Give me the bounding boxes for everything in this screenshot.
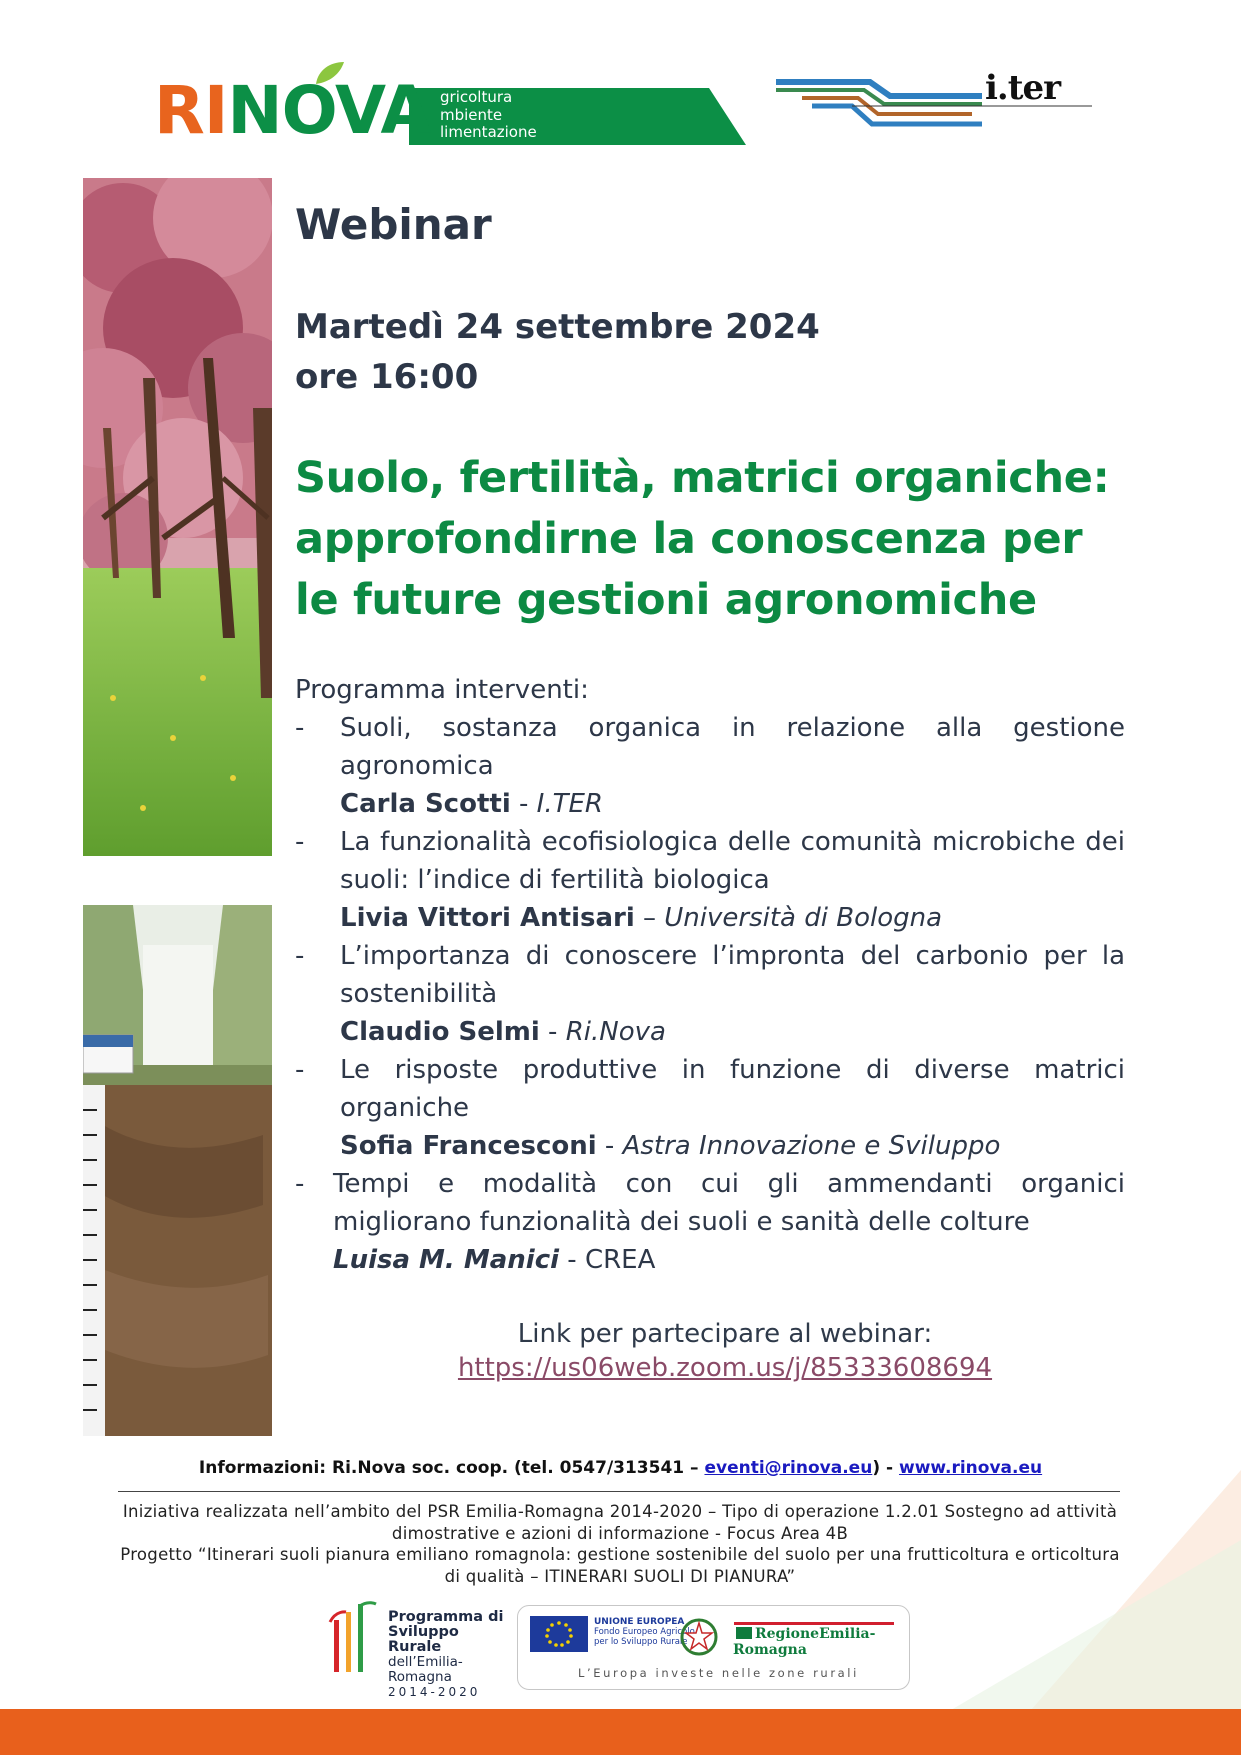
soil-profile-photo <box>83 905 272 1436</box>
talk-speaker: Luisa M. Manici - CREA <box>333 1245 656 1276</box>
psr-logo-text: Programma di Sviluppo Rurale dell’Emilia-Romagna 2014-2020 <box>388 1609 504 1699</box>
psr-logo-mark <box>326 1598 382 1678</box>
webinar-link-block <box>295 1317 1125 1385</box>
program-heading: Programma interventi: <box>295 675 589 706</box>
speaker-affiliation: Università di Bologna <box>664 903 943 934</box>
talk-topic: Suoli, sostanza organica in relazione alla gestione agronomica <box>340 713 1125 782</box>
event-title: Suolo, fertilità, matrici organiche: approfondirne la conoscenza per le future gestioni agronomiche <box>295 453 1110 626</box>
funding-note-line: Iniziativa realizzata nell’ambito del PSR Emilia-Romagna 2014-2020 – Tipo di operazione 1.2.01 Sostegno ad attività dimostrative e azioni di informazione - Focus Area 4B <box>122 1502 1118 1543</box>
website-link[interactable]: www.rinova.eu <box>898 1458 1043 1478</box>
regione-stripe <box>734 1622 894 1625</box>
eu-text: UNIONE EUROPEA Fondo Europeo Agricolo per lo Sviluppo Rurale <box>594 1617 695 1647</box>
event-type: Webinar <box>295 200 492 249</box>
program-section <box>295 671 1125 1279</box>
bullet-dash: - <box>295 1169 305 1200</box>
talk-speaker: Claudio Selmi - Ri.Nova <box>340 1017 666 1048</box>
bullet-dash: - <box>295 713 305 744</box>
program-talk <box>295 1165 1125 1279</box>
main-content <box>295 200 1125 1385</box>
speaker-affiliation: I.TER <box>536 789 603 820</box>
link-label: Link per partecipare al webinar: <box>517 1319 933 1350</box>
talk-topic: Le risposte produttive in funzione di diverse matrici organiche <box>340 1055 1125 1124</box>
talk-topic: L’importanza di conoscere l’impronta del carbonio per la sostenibilità <box>340 941 1125 1010</box>
talk-speaker: Carla Scotti - I.TER <box>340 789 603 820</box>
program-talk <box>295 1051 1125 1165</box>
event-datetime <box>295 302 1125 402</box>
program-talk <box>295 823 1125 937</box>
event-date: Martedì 24 settembre 2024 <box>295 307 820 348</box>
iter-logo <box>772 62 1097 142</box>
contact-info: Informazioni: Ri.Nova soc. coop. (tel. 0547/313541 – eventi@rinova.eu) - www.rinova.eu <box>198 1458 1043 1478</box>
regione-emilia-romagna-logo: RegioneEmilia-Romagna <box>733 1626 876 1658</box>
bullet-dash: - <box>295 941 305 972</box>
eu-tagline: L’Europa investe nelle zone rurali <box>578 1666 859 1680</box>
program-talk <box>295 937 1125 1051</box>
bullet-dash: - <box>295 827 305 858</box>
speaker-name: Luisa M. Manici <box>333 1245 560 1276</box>
speaker-affiliation: Ri.Nova <box>565 1017 666 1048</box>
talk-speaker: Livia Vittori Antisari – Università di Bologna <box>340 903 943 934</box>
eu-funding-logos <box>517 1605 910 1690</box>
iter-wordmark: i.ter <box>985 68 1061 108</box>
bullet-dash: - <box>295 1055 305 1086</box>
bottom-bar <box>0 1709 1241 1755</box>
eu-flag-icon <box>530 1616 588 1652</box>
speaker-affiliation: CREA <box>584 1245 656 1276</box>
program-talk <box>295 709 1125 823</box>
rinova-tagline: gricoltura mbiente limentazione <box>440 88 537 141</box>
project-note-line: Progetto “Itinerari suoli pianura emiliano romagnola: gestione sostenibile del suolo per una frutticoltura e orticoltura di qualità – ITINERARI SUOLI DI PIANURA” <box>120 1545 1120 1586</box>
event-time: ore 16:00 <box>295 357 479 398</box>
speaker-affiliation: Astra Innovazione e Sviluppo <box>622 1131 1001 1162</box>
rinova-wordmark: RINOVA <box>154 72 431 149</box>
speaker-name: Livia Vittori Antisari <box>340 903 635 934</box>
talk-speaker: Sofia Francesconi - Astra Innovazione e Sviluppo <box>340 1131 1001 1162</box>
speaker-name: Claudio Selmi <box>340 1017 540 1048</box>
talk-topic: La funzionalità ecofisiologica delle comunità microbiche dei suoli: l’indice di fertilità biologica <box>340 827 1125 896</box>
talk-topic: Tempi e modalità con cui gli ammendanti organici migliorano funzionalità dei suoli e sanità delle colture <box>333 1169 1125 1238</box>
psr-logo <box>326 1598 516 1699</box>
email-link[interactable]: eventi@rinova.eu <box>704 1458 873 1478</box>
italian-republic-emblem-icon <box>676 1614 722 1660</box>
orchard-photo <box>83 178 272 856</box>
speaker-name: Carla Scotti <box>340 789 511 820</box>
speaker-name: Sofia Francesconi <box>340 1131 597 1162</box>
background-decoration <box>911 1470 1241 1710</box>
webinar-link[interactable]: https://us06web.zoom.us/j/85333608694 <box>457 1353 993 1384</box>
rinova-logo <box>154 60 594 148</box>
